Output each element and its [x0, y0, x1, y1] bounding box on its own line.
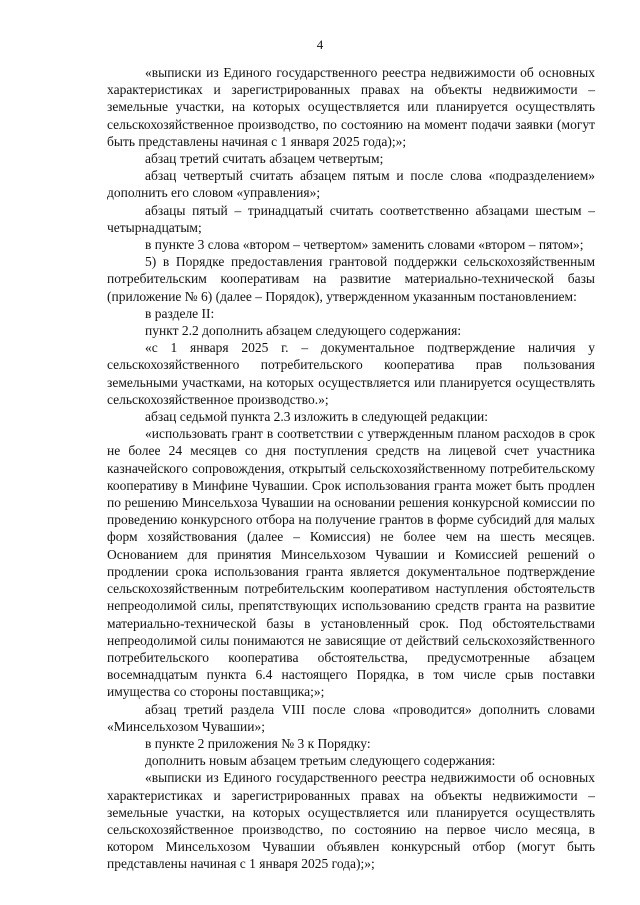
- paragraph-land-rights: «с 1 января 2025 г. – документальное подтверждение наличия у сельскохозяйственного потребительского кооператива прав пользования земельными участками, на которых осуществляется или планируется осуществлять сельскохозяйственное производство.»;: [107, 340, 595, 407]
- paragraph-appendix-3: в пункте 2 приложения № 3 к Порядку:: [145, 735, 371, 751]
- paragraph-fourth-as-fifth: абзац четвертый считать абзацем пятым и после слова «подразделением» дополнить его словом «управления»;: [107, 168, 595, 201]
- paragraph-point-3: в пункте 3 слова «втором – четвертом» заменить словами «втором – пятом»;: [145, 237, 584, 253]
- paragraph-point-2-2: пункт 2.2 дополнить абзацем следующего содержания:: [145, 323, 462, 339]
- paragraph-egrn-extract-1: «выписки из Единого государственного реестра недвижимости об основных характеристиках и зарегистрированных правах на объекты недвижимости – земельные участки, на которых осуществляется или планируется осуществлять сельскохозяйственное производство, по состоянию на момент подачи заявки (могут быть представлены начиная с 1 января 2025 года);»;: [107, 65, 595, 149]
- paragraph-third-as-fourth: абзац третий считать абзацем четвертым;: [145, 151, 384, 167]
- paragraph-section-2: в разделе II:: [145, 305, 215, 321]
- page-number: 4: [316, 37, 324, 52]
- paragraph-item-5: 5) в Порядке предоставления грантовой поддержки сельскохозяйственным потребительским кооперативам на развитие материально-технической базы (приложение № 6) (далее – Порядок), утвержденном указанным постановлением:: [107, 254, 595, 304]
- paragraph-point-2-3: абзац седьмой пункта 2.3 изложить в следующей редакции:: [145, 409, 489, 425]
- paragraph-egrn-extract-2: «выписки из Единого государственного реестра недвижимости об основных характеристиках и зарегистрированных правах на объекты недвижимости – земельные участки, на которых осуществляется или планируется осуществлять сельскохозяйственное производство, по состоянию на первое число месяца, в котором Минсельхозом Чувашии объявлен конкурсный отбор (могут быть представлены начиная с 1 января 2025 года);»;: [107, 770, 595, 872]
- paragraph-section-8: абзац третий раздела VIII после слова «проводится» дополнить словами «Минсельхозом Чувашии»;: [107, 701, 595, 734]
- paragraph-grant-usage: «использовать грант в соответствии с утвержденным планом расходов в срок не более 24 месяцев со дня поступления средств на лицевой счет участника казначейского сопровождения, открытый сельскохозяйственному потребительскому кооперативу в Минфине Чувашии. Срок использования гранта может быть продлен по решению Минсельхоза Чувашии на основании решения конкурсной комиссии по проведению конкурсного отбора на получение грантов в форме субсидий для малых форм хозяйствования (далее – Комиссия) не более чем на шесть месяцев. Основанием для принятия Минсельхозом Чувашии и Комиссией решений о продлении срока использования гранта является документальное подтверждение сельскохозяйственным потребительским кооперативом наступления обстоятельств непреодолимой силы, препятствующих использованию средств гранта на развитие материально-технической базы в установленный срок. Под обстоятельствами непреодолимой силы понимаются не зависящие от действий сельскохозяйственного потребительского кооператива обстоятельства, предусмотренные абзацем восемнадцатым пункта 6.4 настоящего Порядка, в том числе срыв поставки имущества со стороны поставщика;»;: [107, 426, 595, 700]
- document-body: [107, 64, 595, 873]
- paragraph-new-third: дополнить новым абзацем третьим следующего содержания:: [145, 753, 496, 769]
- paragraph-renumber: абзацы пятый – тринадцатый считать соответственно абзацами шестым – четырнадцатым;: [107, 202, 595, 235]
